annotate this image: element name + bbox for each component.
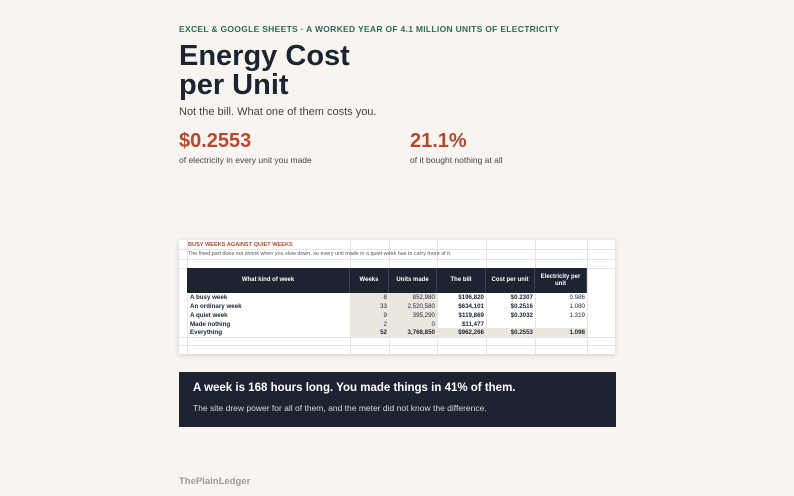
sheet-subtitle: The fixed part does not shrink when you slow down, so every unit made in a quiet week has to carry more of it. (188, 251, 452, 257)
grid-line (179, 259, 615, 260)
cell-elec: 1.098 (535, 328, 587, 337)
stat-wasted-share-label: of it bought nothing at all (410, 155, 503, 165)
column-header[interactable]: Weeks (350, 268, 389, 293)
row-label: An ordinary week (190, 303, 242, 310)
column-header[interactable]: Units made (389, 268, 437, 293)
cell-weeks: 9 (350, 311, 389, 320)
cell-cost: $0.2553 (486, 328, 535, 337)
cell-bill: $196,820 (458, 294, 484, 301)
grid-line (179, 345, 615, 346)
cell-bill: $119,869 (458, 312, 484, 319)
cell-cost: $0.2307 (510, 294, 533, 301)
sheet-title: BUSY WEEKS AGAINST QUIET WEEKS (188, 242, 293, 248)
cell-bill: $634,101 (458, 303, 484, 310)
row-label: Made nothing (190, 321, 231, 328)
cell-elec: 1.080 (569, 303, 585, 310)
grid-line (179, 249, 615, 250)
table-row[interactable] (179, 302, 615, 311)
cell-units: 852,980 (389, 293, 437, 302)
title-line-2: per Unit (179, 69, 289, 101)
column-header[interactable]: Electricity per unit (535, 268, 587, 293)
stat-cost-per-unit-value: $0.2553 (179, 130, 252, 152)
cell-units: 395,290 (389, 311, 437, 320)
cell-units: 3,768,850 (389, 328, 437, 337)
page-title (179, 42, 350, 100)
table-row-total[interactable] (179, 328, 615, 337)
cell-weeks: 52 (350, 328, 389, 337)
cell-bill: $962,266 (437, 328, 486, 337)
callout-body: The site drew power for all of them, and the meter did not know the difference. (193, 403, 487, 413)
row-label: Everything (190, 329, 222, 336)
cell-weeks: 8 (350, 293, 389, 302)
cell-elec: 0.986 (569, 294, 585, 301)
cell-cost: $0.3032 (510, 312, 533, 319)
table-row[interactable] (179, 293, 615, 302)
stat-cost-per-unit-label: of electricity in every unit you made (179, 155, 312, 165)
callout-box (179, 372, 616, 427)
cell-bill: $11,477 (461, 321, 484, 328)
callout-headline: A week is 168 hours long. You made things in 41% of them. (193, 382, 516, 394)
eyebrow-text: EXCEL & GOOGLE SHEETS · A WORKED YEAR OF 4.1 MILLION UNITS OF ELECTRICITY (179, 24, 560, 34)
cell-elec: 1.319 (569, 312, 585, 319)
row-label: A busy week (190, 294, 228, 301)
column-header[interactable]: The bill (437, 268, 486, 293)
brand-logo-text[interactable]: ThePlainLedger (179, 476, 251, 487)
title-line-1: Energy Cost (179, 40, 350, 72)
cell-units: 2,520,580 (389, 302, 437, 311)
cell-cost: $0.2516 (510, 303, 533, 310)
cell-weeks: 33 (350, 302, 389, 311)
column-header[interactable]: What kind of week (187, 268, 350, 293)
row-label: A quiet week (190, 312, 228, 319)
cell-weeks: 2 (350, 320, 389, 329)
page-subtitle: Not the bill. What one of them costs you. (179, 106, 377, 118)
stat-wasted-share-value: 21.1% (410, 130, 467, 152)
column-header[interactable]: Cost per unit (486, 268, 535, 293)
table-row[interactable] (179, 311, 615, 320)
cell-units: 0 (389, 320, 437, 329)
spreadsheet-embed[interactable] (179, 240, 615, 354)
grid-line (179, 337, 615, 338)
